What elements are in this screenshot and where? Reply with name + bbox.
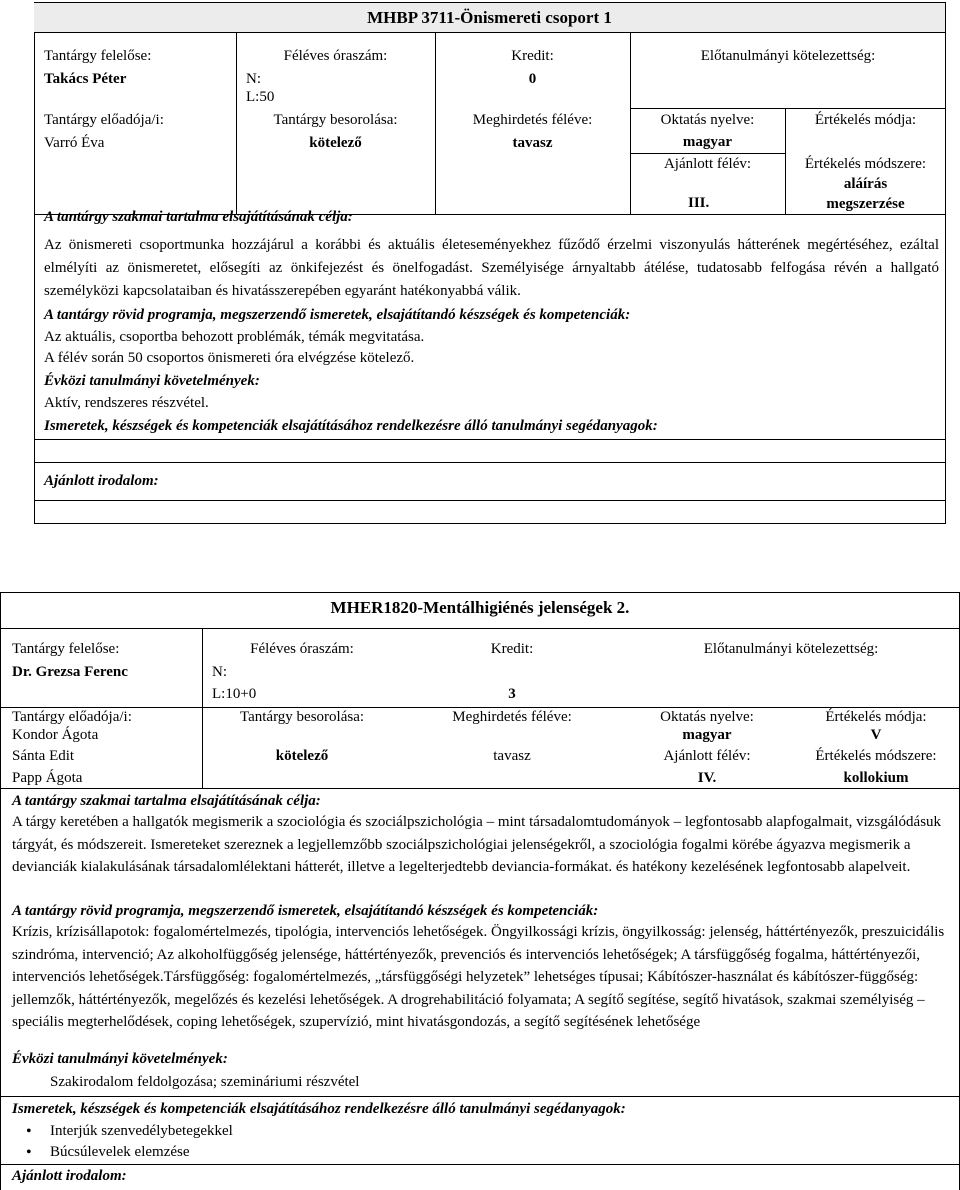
- c2-req-heading: Évközi tanulmányi követelmények:: [12, 1051, 228, 1067]
- lang-value: magyar: [682, 134, 733, 150]
- req-text: Aktív, rendszeres részvétel.: [44, 395, 209, 411]
- c2-rec-value: IV.: [697, 770, 717, 786]
- c2-lecturer-2: Sánta Edit: [12, 748, 75, 764]
- list-item: • Interjúk szenvedélybetegekkel: [12, 1121, 912, 1142]
- program-line-2: A félév során 50 csoportos önismereti óra elvégzése kötelező.: [44, 350, 415, 366]
- lang-label: Oktatás nyelve:: [660, 112, 755, 128]
- c2-lecturer-1: Kondor Ágota: [12, 727, 99, 743]
- c2-method-label: Értékelés módszere:: [815, 748, 937, 764]
- method-value-2: megszerzése: [826, 196, 905, 212]
- c2-class-value: kötelező: [275, 748, 329, 764]
- c2-resp-label: Tantárgy felelőse:: [12, 641, 120, 657]
- c2-goal-text: A tárgy keretében a hallgatók megismerik a szociológia és szociálpszichológia – mint társadalomtudományok – legfontosabb alapfogalmait, vizsgálódásuk tárgyát, és módszereit. Ismereteket szereznek a legjellemzőbb szociálpszichológiai jelenségekről, a szociológia fogalmi körébe ágyazva megismerik a devianciák kialakulásának társadalomlélektani hátterét, illetve a legelterjedtebb deviancia-formákat. és hatékony kezelésének legfontosabb alapelveit.: [12, 814, 942, 875]
- course1-title: MHBP 3711-Önismereti csoport 1: [34, 3, 945, 32]
- program-line-1: Az aktuális, csoportba behozott problémák, témák megvitatása.: [44, 329, 425, 345]
- c2-program-text: Krízis, krízisállapotok: fogalomértelmezés, tipológia, intervenciós lehetőségek. Öngyilkossági krízis, öngyilkosság: jelenség, háttértényezők, preszuicidális szindróma, intervenció; Az alkoholfüggőség jelensége, háttértényezők, prevenciós és intervenciós lehetőségek; A társfüggőség fogalma, háttértényezői, intervenciós lehetőségek.Társfüggőség: fogalomértelmezés, „társfüggőségi helyzetek” lehetséges típusai; Kábítószer-használat és kábítószer-függőség: jellemzők, háttértényezők, megelőzés és kezelési lehetőségek. A drogrehabilitáció folyamata; A segítő segítése, segítő hivatások, szakmai személyiség – speciális megterhelődések, coping lehetőségek, szupervízió, mint hivatásgondozás, a segítő segítésének lehetősége: [12, 924, 945, 1030]
- list-item: • Búcsúlevelek elemzése: [12, 1142, 912, 1163]
- c2-hours-l: L:10+0: [212, 686, 257, 702]
- c2-program-heading: A tantárgy rövid programja, megszerzendő ismeretek, elsajátítandó készségek és kompetenciák:: [12, 903, 599, 919]
- method-label: Értékelés módszere:: [804, 156, 927, 172]
- c2-resp-name: Dr. Grezsa Ferenc: [12, 664, 128, 680]
- prereq-label: Előtanulmányi kötelezettség:: [700, 48, 876, 64]
- eval-label: Értékelés módja:: [814, 112, 917, 128]
- resp-name: Takács Péter: [44, 71, 127, 87]
- sem-label: Meghirdetés féléve:: [472, 112, 593, 128]
- c2-goal-heading: A tantárgy szakmai tartalma elsajátításának célja:: [12, 793, 321, 809]
- c2-credit-value: 3: [508, 686, 516, 702]
- c2-materials-list: [12, 1121, 912, 1163]
- program-heading: A tantárgy rövid programja, megszerzendő ismeretek, elsajátítandó készségek és kompetenciák:: [44, 307, 631, 323]
- c2-credit-label: Kredit:: [490, 641, 534, 657]
- c2-sem-value: tavasz: [493, 748, 531, 764]
- goal-heading: A tantárgy szakmai tartalma elsajátításának célja:: [44, 209, 353, 225]
- class-label: Tantárgy besorolása:: [273, 112, 398, 128]
- c2-lit-heading: Ajánlott irodalom:: [12, 1168, 127, 1184]
- c2-class-label: Tantárgy besorolása:: [239, 709, 365, 725]
- c2-prereq-label: Előtanulmányi kötelezettség:: [703, 641, 879, 657]
- lecturer-label: Tantárgy előadója/i:: [44, 112, 164, 128]
- resp-label: Tantárgy felelőse:: [44, 48, 152, 64]
- c2-lang-label: Oktatás nyelve:: [660, 709, 754, 725]
- credit-value: 0: [528, 71, 537, 87]
- hours-label: Féléves óraszám:: [283, 48, 388, 64]
- c2-lecturer-label: Tantárgy előadója/i:: [12, 709, 132, 725]
- c2-sem-label: Meghirdetés féléve:: [452, 709, 572, 725]
- c2-materials-heading: Ismeretek, készségek és kompetenciák elsajátításához rendelkezésre álló tanulmányi segédanyagok:: [12, 1101, 626, 1117]
- sem-value: tavasz: [512, 135, 553, 151]
- req-heading: Évközi tanulmányi követelmények:: [44, 373, 260, 389]
- rec-value: III.: [688, 195, 710, 211]
- c2-hours-label: Féléves óraszám:: [250, 641, 354, 657]
- hours-n: N:: [246, 71, 261, 87]
- c2-eval-label: Értékelés módja:: [825, 709, 927, 725]
- hours-l: L:50: [246, 89, 275, 105]
- method-value-1: aláírás: [843, 176, 888, 192]
- class-value: kötelező: [309, 135, 362, 151]
- c2-hours-n: N:: [212, 664, 227, 680]
- c2-req-text: Szakirodalom feldolgozása; szemináriumi részvétel: [50, 1074, 360, 1090]
- lecturer-name: Varró Éva: [44, 135, 105, 151]
- rec-label: Ajánlott félév:: [663, 156, 752, 172]
- c2-eval-value: V: [870, 727, 882, 743]
- goal-text: Az önismereti csoportmunka hozzájárul a korábbi és aktuális életeseményekhez fűződő érzelmi viszonyulás hátterének megértéséhez, ezáltal elmélyíti az önismeretet, elősegíti az önkifejezést és önelfogadást. Személyisége árnyaltabb átélése, tudatosabb felfogása révén a hallgató személyközi kapcsolataiban és hivatásszerepében egyaránt hatékonyabbá válik.: [44, 237, 939, 299]
- c2-rec-label: Ajánlott félév:: [663, 748, 751, 764]
- lit-heading: Ajánlott irodalom:: [44, 473, 159, 489]
- materials-heading: Ismeretek, készségek és kompetenciák elsajátításához rendelkezésre álló tanulmányi segédanyagok:: [44, 418, 658, 434]
- credit-label: Kredit:: [511, 48, 554, 64]
- c2-method-value: kollokium: [843, 770, 909, 786]
- course2-title: MHER1820-Mentálhigiénés jelenségek 2.: [330, 598, 630, 617]
- c2-lecturer-3: Papp Ágota: [12, 770, 83, 786]
- c2-lang-value: magyar: [682, 727, 732, 743]
